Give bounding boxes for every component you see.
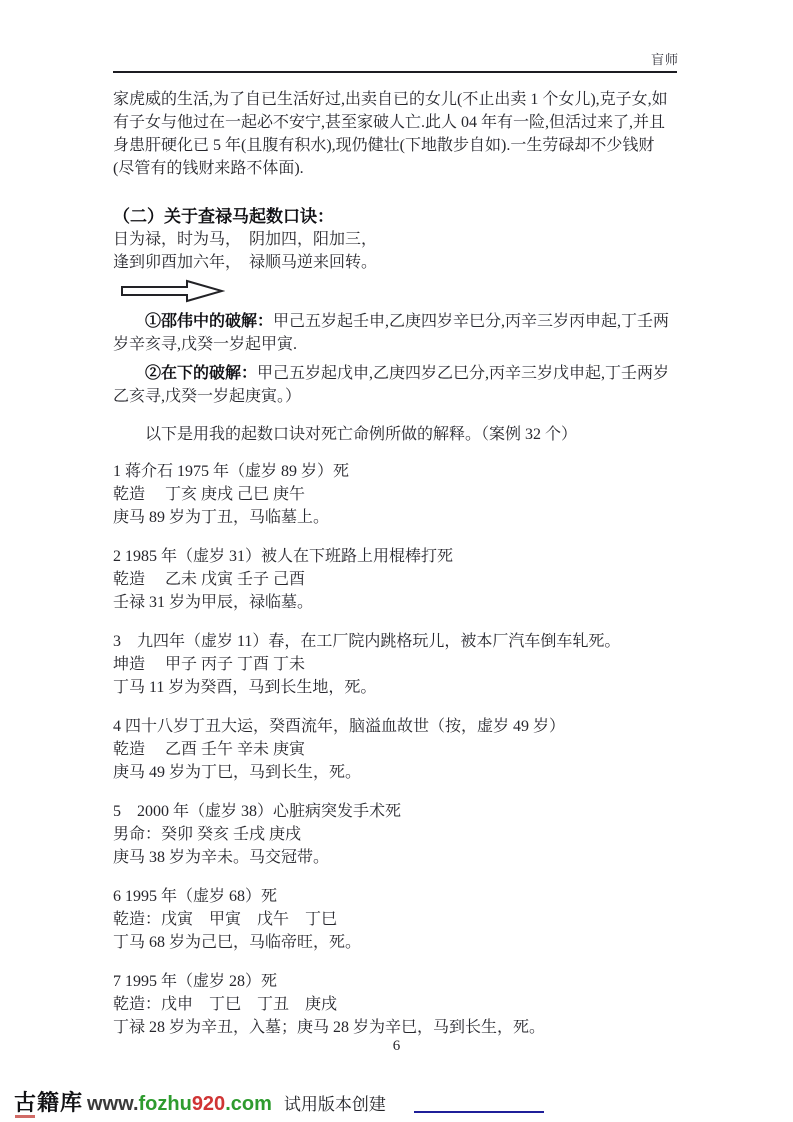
case-pillars: 乾造 乙酉 壬午 辛未 庚寅: [113, 741, 306, 758]
header-rule: [113, 71, 677, 73]
paragraph-line: 身患肝硬化已 5 年(且腹有积水),现仍健壮(下地散步自如).一生劳碌却不少钱财: [113, 137, 655, 154]
case-pillars: 坤造 甲子 丙子 丁酉 丁未: [113, 656, 306, 673]
url-fozhu: fozhu: [138, 1093, 192, 1115]
case-title: 5 2000 年（虚岁 38）心脏病突发手术死: [113, 803, 402, 820]
paragraph-line: 家虎威的生活,为了自已生活好过,出卖自已的女儿(不止出卖 1 个女儿),克子女,如: [113, 91, 668, 108]
solution-paragraph-1: [113, 310, 681, 356]
solution-label: ①邵伟中的破解：: [145, 313, 274, 330]
paragraph-line: (尽管有的钱财来路不体面).: [113, 160, 304, 177]
case-title: 4 四十八岁丁丑大运，癸酉流年，脑溢血故世（按，虚岁 49 岁）: [113, 718, 566, 735]
case-analysis: 丁禄 28 岁为辛丑，入墓；庚马 28 岁为辛巳，马到长生，死。: [113, 1019, 546, 1036]
case-title: 3 九四年（虚岁 11）春，在工厂院内跳格玩儿，被本厂汽车倒车轧死。: [113, 633, 621, 650]
case-block-2: [113, 545, 681, 614]
case-analysis: 庚马 89 岁为丁丑，马临墓上。: [113, 509, 330, 526]
verse-block: [113, 228, 681, 274]
url-www: www.: [87, 1093, 139, 1115]
guji-library-logo: 古籍库: [14, 1086, 83, 1117]
case-block-6: [113, 885, 681, 954]
footer-watermark: [14, 1086, 779, 1117]
verse-line: 日为禄，时为马， 阴加四，阳加三，: [113, 231, 378, 248]
case-analysis: 壬禄 31 岁为甲辰，禄临墓。: [113, 594, 314, 611]
paragraph-line: 有子女与他过在一起必不安宁,甚至家破人亡.此人 04 年有一险,但活过来了,并且: [113, 114, 666, 131]
watermark-url: [87, 1093, 272, 1116]
url-920: 920: [191, 1093, 226, 1115]
intro-line: 以下是用我的起数口诀对死亡命例所做的解释。（案例 32 个）: [145, 426, 578, 443]
signature-line: [414, 1111, 544, 1113]
page-header-label: 盲师: [650, 52, 679, 67]
case-pillars: 男命：癸卯 癸亥 壬戌 庚戌: [113, 826, 302, 843]
case-analysis: 庚马 38 岁为辛未。马交冠带。: [113, 849, 330, 866]
case-pillars: 乾造：戊申 丁巳 丁丑 庚戌: [113, 996, 338, 1013]
case-analysis: 丁马 68 岁为己巳，马临帝旺，死。: [113, 934, 362, 951]
case-block-3: [113, 630, 681, 699]
case-pillars: 乾造 丁亥 庚戌 己巳 庚午: [113, 486, 306, 503]
case-block-4: [113, 715, 681, 784]
solution-text: 甲己五岁起壬申,乙庚四岁辛巳分,丙辛三岁丙申起,丁壬两岁辛亥寻,戊癸一岁起甲寅.: [113, 313, 670, 353]
solution-text: 甲己五岁起戊申,乙庚四岁乙巳分,丙辛三岁戊申起,丁壬两岁乙亥寻,戊癸一岁起庚寅。）: [113, 365, 670, 405]
case-pillars: 乾造 乙未 戊寅 壬子 己酉: [113, 571, 306, 588]
case-title: 1 蒋介石 1975 年（虚岁 89 岁）死: [113, 463, 350, 480]
case-block-5: [113, 800, 681, 869]
verse-line: 逢到卯酉加六年， 禄顺马逆来回转。: [113, 254, 378, 271]
case-analysis: 庚马 49 岁为丁巳，马到长生，死。: [113, 764, 362, 781]
case-block-1: [113, 460, 681, 529]
case-pillars: 乾造：戊寅 甲寅 戊午 丁巳: [113, 911, 338, 928]
watermark-note: 试用版本创建: [283, 1095, 386, 1114]
case-analysis: 丁马 11 岁为癸酉，马到长生地，死。: [113, 679, 377, 696]
case-block-7: [113, 970, 681, 1039]
page-number: 6: [392, 1038, 401, 1054]
section-heading: （二）关于查禄马起数口诀：: [113, 207, 334, 226]
page-content: [113, 88, 681, 1039]
url-com: .com: [225, 1093, 272, 1115]
solution-label: ②在下的破解：: [145, 365, 258, 382]
case-title: 2 1985 年（虚岁 31）被人在下班路上用棍棒打死: [113, 548, 454, 565]
solution-paragraph-2: [113, 362, 681, 408]
opening-paragraph: [113, 88, 681, 180]
right-block-arrow-icon: [119, 278, 681, 304]
case-title: 6 1995 年（虚岁 68）死: [113, 888, 278, 905]
case-title: 7 1995 年（虚岁 28）死: [113, 973, 278, 990]
